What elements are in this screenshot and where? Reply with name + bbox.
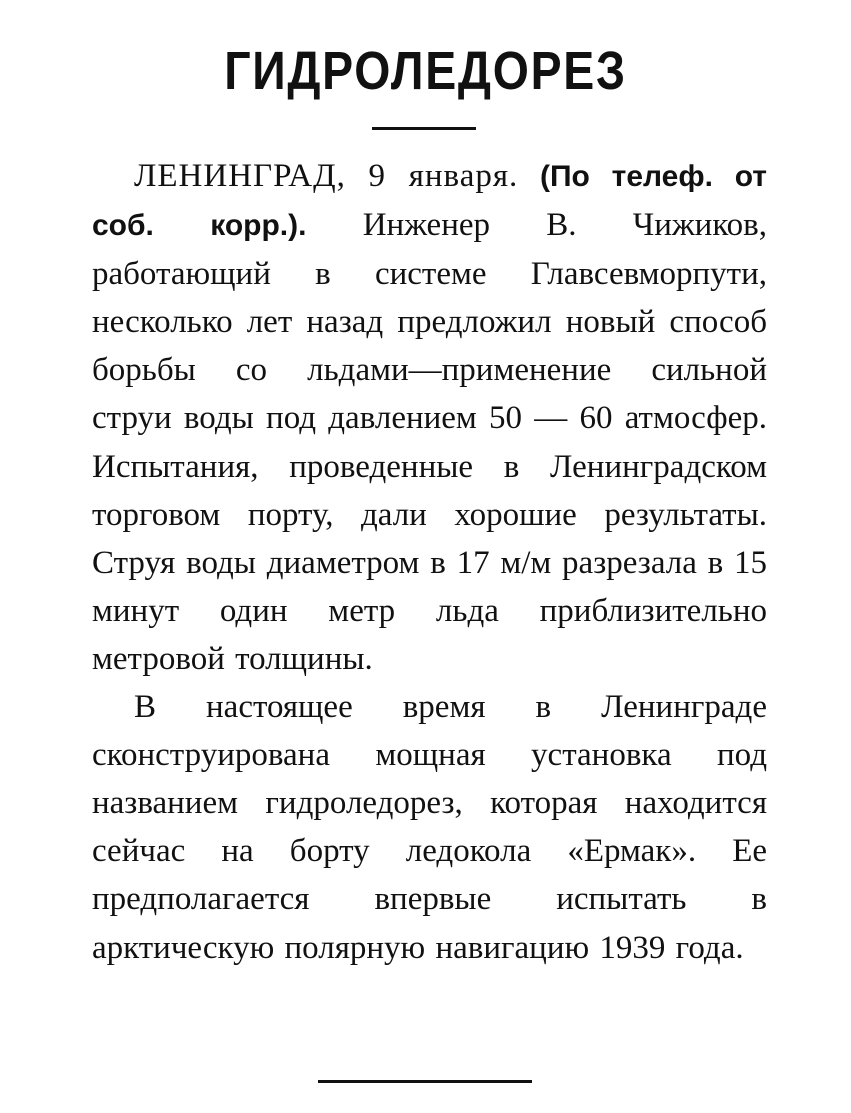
- paragraph-2-text: В настоящее время в Ленинграде сконструирована мощная установка под названием гидроледорез, которая находится сейчас на борту ледокола «Ермак». Ее предполагается впервые испытать в арктическую полярную навигацию 1939 года.: [92, 689, 767, 966]
- dateline: ЛЕНИНГРАД, 9 января.: [134, 158, 519, 194]
- article-end-divider: [318, 1080, 532, 1083]
- headline-divider: [372, 127, 476, 130]
- paragraph-1-text: Инженер В. Чижиков, работающий в системе Главсевморпути, несколько лет назад предложил новый способ борьбы со льдами—применение сильной струи воды под давлением 50 — 60 атмосфер. Испытания, проведенные в Ленинградском торговом порту, дали хорошие результаты. Струя воды диаметром в 17 м/м разрезала в 15 минут один метр льда приблизительно метровой толщины.: [92, 207, 768, 677]
- paragraph-1: [92, 152, 767, 683]
- article-body: [92, 152, 767, 972]
- byline: (По телеф. от соб. корр.).: [92, 160, 767, 243]
- paragraph-2: [92, 683, 767, 972]
- article-headline: ГИДРОЛЕДОРЕЗ: [224, 41, 627, 101]
